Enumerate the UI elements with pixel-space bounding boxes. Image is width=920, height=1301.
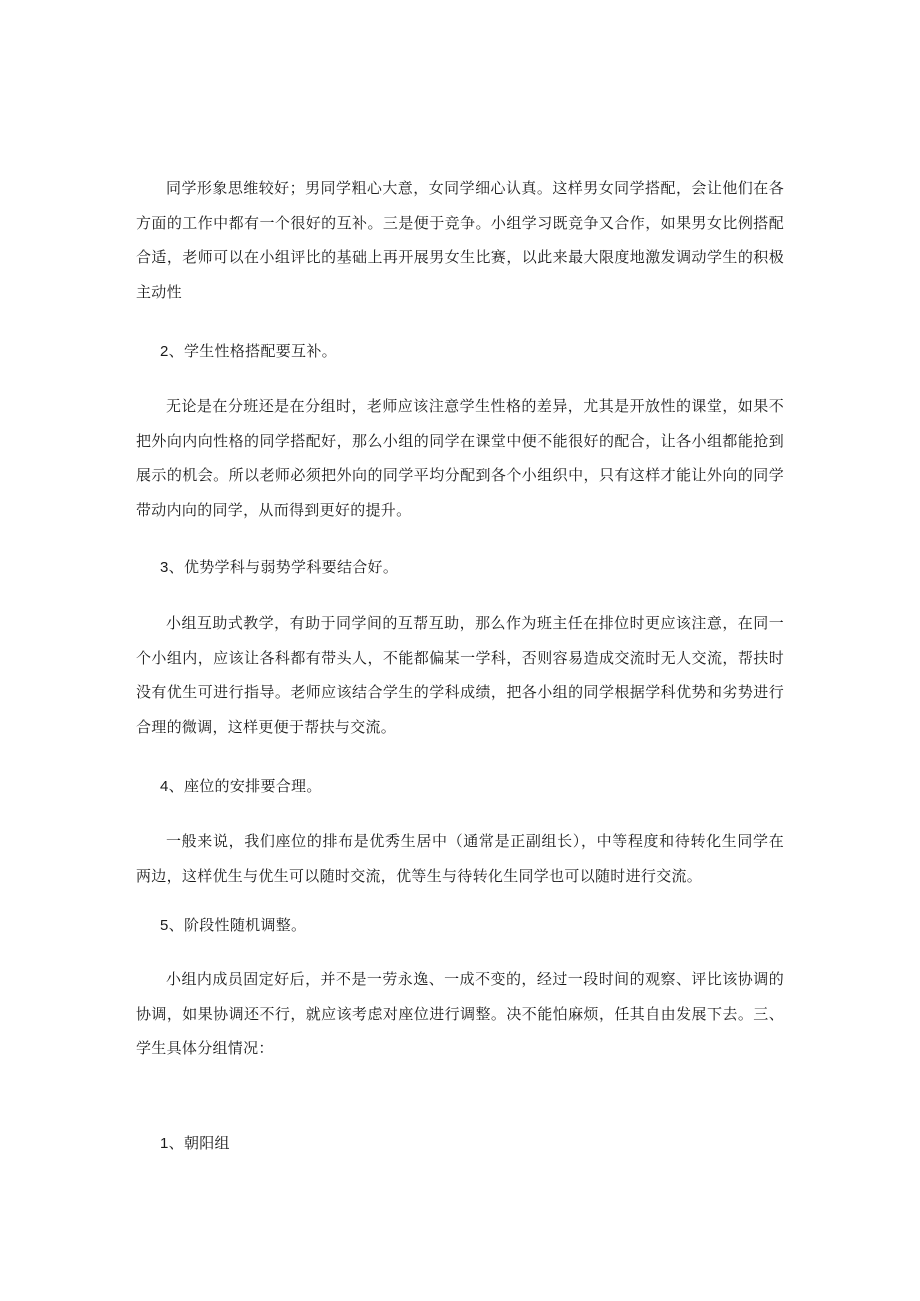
heading-text: 、学生性格搭配要互补。 <box>168 342 337 360</box>
heading-number: 4 <box>160 778 169 795</box>
heading-personality-pairing <box>160 340 337 363</box>
paragraph-subject-strengths: 小组互助式教学，有助于同学间的互帮互助，那么作为班主任在排位时更应该注意，在同一个小组内，应该让各科都有带头人，不能都偏某一学科，否则容易造成交流时无人交流，帮扶时没有优生可进行指导。老师应该结合学生的学科成绩，把各小组的同学根据学科优势和劣势进行合理的微调，这样更便于帮扶与交流。 <box>136 614 784 736</box>
paragraph-gender-pairing: 同学形象思维较好；男同学粗心大意，女同学细心认真。这样男女同学搭配，会让他们在各方面的工作中都有一个很好的互补。三是便于竞争。小组学习既竞争又合作，如果男女比例搭配合适，老师可以在小组评比的基础上再开展男女生比赛，以此来最大限度地激发调动学生的积极主动性 <box>136 179 784 301</box>
heading-number: 5 <box>160 917 169 934</box>
heading-text: 、阶段性随机调整。 <box>168 916 307 934</box>
paragraph-seat-arrangement: 一般来说，我们座位的排布是优秀生居中（通常是正副组长），中等程度和待转化生同学在两边，这样优生与优生可以随时交流，优等生与待转化生同学也可以随时进行交流。 <box>136 832 784 885</box>
heading-subject-strengths <box>160 556 398 579</box>
heading-number: 3 <box>160 559 169 576</box>
heading-text: 、朝阳组 <box>168 1134 230 1152</box>
heading-chaoyang-group <box>160 1132 230 1155</box>
heading-number: 1 <box>160 1135 169 1152</box>
heading-periodic-adjustment <box>160 914 306 937</box>
paragraph-personality-pairing: 无论是在分班还是在分组时，老师应该注意学生性格的差异，尤其是开放性的课堂，如果不把外向内向性格的同学搭配好，那么小组的同学在课堂中便不能很好的配合，让各小组都能抢到展示的机会。所以老师必须把外向的同学平均分配到各个小组织中，只有这样才能让外向的同学带动内向的同学，从而得到更好的提升。 <box>136 397 784 519</box>
heading-seat-arrangement <box>160 775 322 798</box>
paragraph-periodic-adjustment: 小组内成员固定好后，并不是一劳永逸、一成不变的，经过一段时间的观察、评比该协调的协调，如果协调还不行，就应该考虑对座位进行调整。决不能怕麻烦，任其自由发展下去。三、学生具体分组情况： <box>136 970 784 1057</box>
heading-number: 2 <box>160 343 169 360</box>
heading-text: 、优势学科与弱势学科要结合好。 <box>168 558 399 576</box>
heading-text: 、座位的安排要合理。 <box>168 777 322 795</box>
